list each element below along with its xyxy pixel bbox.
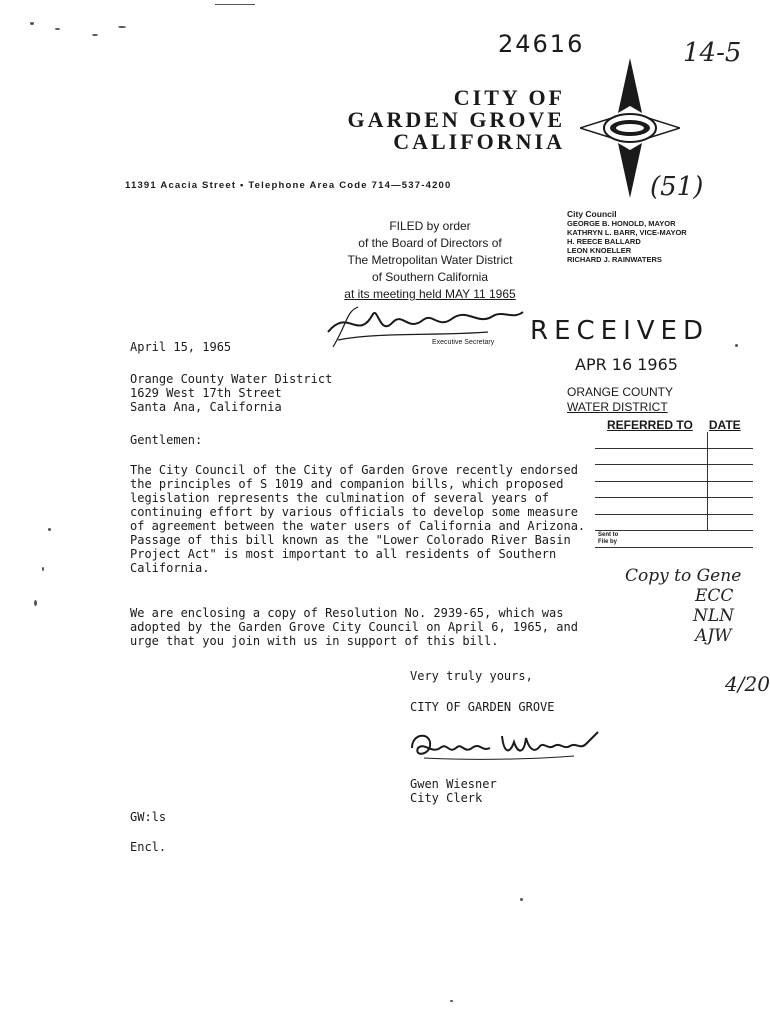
council-list — [567, 210, 687, 264]
body-line: Passage of this bill known as the "Lower Colorado River Basin — [130, 533, 571, 547]
body-line: the principles of S 1019 and companion bills, which proposed — [130, 477, 564, 491]
council-member: KATHRYN L. BARR, VICE-MAYOR — [567, 228, 687, 237]
filed-stamp-line: of Southern California — [371, 270, 489, 284]
recipient-line: Santa Ana, California — [130, 400, 282, 414]
council-member: H. REECE BALLARD — [567, 237, 641, 246]
filed-stamp — [330, 218, 530, 303]
scan-speck — [30, 22, 34, 25]
file-by-label: File by — [598, 539, 618, 545]
routing-row — [595, 531, 753, 548]
routing-col-date: DATE — [708, 418, 741, 432]
scan-speck — [42, 567, 44, 571]
city-clerk-signature — [404, 726, 604, 766]
routing-sent-label — [598, 532, 618, 546]
salutation: Gentlemen: — [130, 433, 203, 447]
received-org-line-1: ORANGE COUNTY — [567, 385, 674, 399]
body-paragraph-2 — [130, 606, 600, 648]
signature-org: CITY OF GARDEN GROVE — [410, 700, 555, 714]
scan-speck — [215, 4, 255, 5]
routing-row — [595, 449, 753, 466]
body-line: adopted by the Garden Grove City Council on April 6, 1965, and — [130, 620, 578, 634]
body-line: The City Council of the City of Garden Grove recently endorsed — [130, 463, 578, 477]
filed-stamp-line: of the Board of Directors of — [358, 236, 502, 250]
body-line: urge that you join with us in support of this bill. — [130, 634, 499, 648]
handwritten-date: 4/20 — [725, 672, 770, 696]
routing-header — [595, 418, 753, 432]
handwritten-note: Copy to Gene — [625, 566, 742, 586]
routing-row — [595, 432, 753, 449]
handwritten-note: ECC — [695, 586, 734, 606]
letterhead-line-1: CITY OF — [453, 85, 565, 110]
routing-row — [595, 482, 753, 499]
filed-stamp-meeting: at its meeting held MAY 11 1965 — [344, 287, 516, 301]
recipient-address — [130, 372, 332, 414]
council-heading: City Council — [567, 209, 617, 219]
letterhead-line-3: CALIFORNIA — [393, 129, 565, 154]
letter-date: April 15, 1965 — [130, 340, 232, 354]
handwritten-51: (51) — [650, 172, 704, 202]
routing-row — [595, 465, 753, 482]
letterhead-address: 11391 Acacia Street • Telephone Area Code 714—537-4200 — [125, 180, 452, 191]
handwritten-note: NLN — [693, 606, 735, 626]
handwritten-note: AJW — [695, 626, 732, 646]
received-word: RECEIVED — [530, 316, 709, 346]
routing-row — [595, 498, 753, 515]
council-member: GEORGE B. HONOLD, MAYOR — [567, 219, 676, 228]
enclosure-note: Encl. — [130, 840, 167, 854]
sent-to-label: Sent to — [598, 532, 619, 538]
executive-secretary-signature — [318, 302, 528, 348]
body-line: legislation represents the culmination of several years of — [130, 491, 550, 505]
scan-speck — [520, 898, 523, 901]
filed-stamp-line: The Metropolitan Water District — [347, 253, 513, 267]
closing: Very truly yours, — [410, 669, 533, 683]
recipient-line: 1629 West 17th Street — [130, 386, 282, 400]
scan-speck — [735, 344, 738, 347]
routing-col-referred: REFERRED TO — [607, 418, 693, 432]
routing-table — [595, 418, 753, 548]
body-paragraph-1 — [130, 463, 600, 575]
body-line: of agreement between the water users of California and Arizona. — [130, 519, 586, 533]
letterhead-line-2: GARDEN GROVE — [347, 107, 565, 132]
city-seal-logo — [580, 58, 680, 198]
routing-row — [595, 515, 753, 532]
received-org-line-2: WATER DISTRICT — [567, 400, 668, 414]
signer-name: Gwen Wiesner — [410, 777, 497, 791]
typist-initials: GW:ls — [130, 810, 167, 824]
scan-speck — [450, 1000, 453, 1002]
handwritten-routing-notes — [625, 566, 765, 646]
council-member: LEON KNOELLER — [567, 246, 632, 255]
handwritten-file-number: 14-5 — [683, 38, 742, 68]
scan-speck — [48, 528, 51, 531]
received-date: APR 16 1965 — [575, 355, 678, 374]
scan-speck — [34, 600, 37, 606]
signer-block — [410, 777, 497, 805]
signer-title: City Clerk — [410, 791, 483, 805]
received-org — [567, 385, 673, 415]
council-member: RICHARD J. RAINWATERS — [567, 255, 662, 264]
body-line: Project Act" is most important to all residents of Southern — [130, 547, 557, 561]
recipient-line: Orange County Water District — [130, 372, 333, 386]
filed-stamp-line: FILED by order — [389, 219, 471, 233]
scan-speck — [92, 34, 98, 36]
body-line: We are enclosing a copy of Resolution No. 2939-65, which was — [130, 606, 564, 620]
document-number: 24616 — [498, 30, 585, 58]
filed-stamp-signer-title: Executive Secretary — [432, 339, 495, 346]
body-line: California. — [130, 561, 210, 575]
scan-speck — [55, 28, 60, 30]
body-line: continuing effort by various officials to develop some measure — [130, 505, 578, 519]
scan-speck — [118, 26, 126, 28]
received-stamp — [530, 316, 709, 346]
